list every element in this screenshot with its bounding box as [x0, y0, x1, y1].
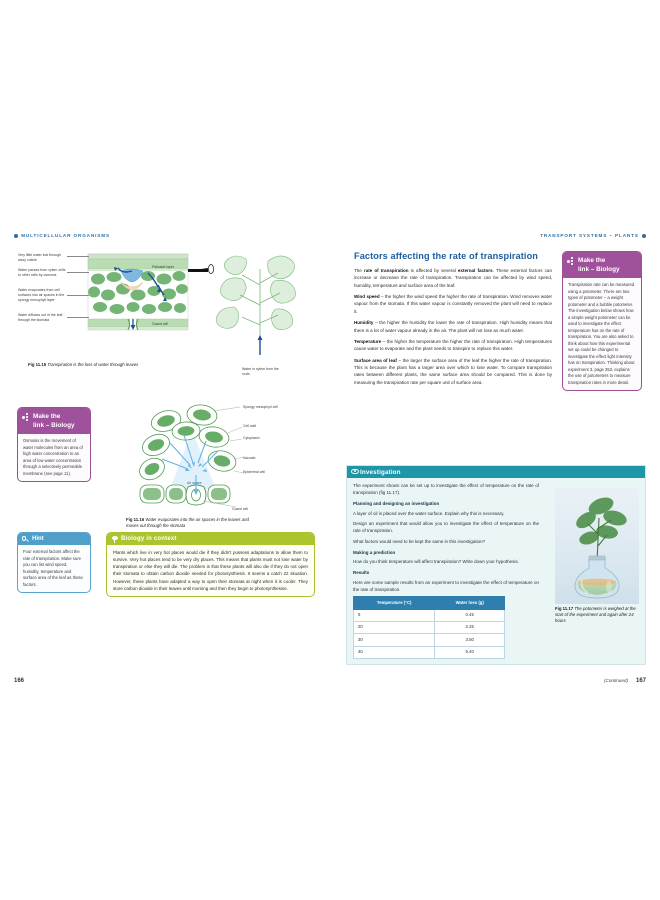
- make-the-link-header-right: [563, 252, 641, 278]
- running-head-right: [540, 233, 646, 238]
- figure-11-15-caption-text: Transpiration is the loss of water through leaves: [47, 362, 139, 367]
- fig-11-15-label-2: Water passes from xylem cells to other cells by osmosis: [18, 268, 66, 277]
- hint-header: [18, 533, 90, 545]
- fig-11-15-label-3: Water evaporates from cell surfaces into air spaces in the spongy mesophyll layer: [18, 288, 65, 302]
- fig-11-15-leader-2: [67, 272, 89, 273]
- investigation-question-3: What factors would need to be kept the same in this investigation?: [353, 538, 486, 544]
- paragraph-surface-area-text: – the larger the surface area of the leaf the higher the rate of transpiration. This is because the plant has a larger area over which to lose water. To compare transpiration rates between different plants, the same surface area should be compared. This is done by measuring the transpiration rate per square unit of surface area.: [354, 357, 552, 385]
- results-cell-loss-4: 5.40: [435, 646, 505, 658]
- fig-11-16-label-air-space: Air space: [187, 481, 202, 485]
- running-head-bullet-icon-right: [642, 234, 646, 238]
- investigation-question-1: A layer of oil is placed over the water surface. Explain why this is necessary.: [353, 510, 505, 516]
- fig-11-15-label-4: Water diffuses out of the leaf, through the stomata: [18, 313, 64, 322]
- folio-right: 167: [635, 678, 646, 684]
- paragraph-wind-speed-text: – the higher the wind speed the higher the rate of transpiration. Wind removes water vapour from the stomata. If this water vapour is constantly removed the plant will need to replace it.: [354, 294, 552, 314]
- hint-body: Four external factors affect the rate of transpiration. Make sure you can list wind speed, humidity, temperature and surface area of the leaf as these factors.: [23, 549, 83, 587]
- main-body-text: [354, 267, 552, 390]
- make-the-link-header-left: [18, 408, 90, 434]
- biology-in-context-header: [107, 533, 314, 545]
- table-row: [354, 622, 505, 634]
- figure-11-17-caption-label: Fig 11.17: [555, 606, 574, 611]
- make-the-link-box-right: [562, 251, 642, 391]
- make-the-link-title-line1: Make the: [33, 413, 61, 420]
- mesophyll-cells-diagram: [136, 401, 248, 513]
- paragraph-humidity-lead: Humidity: [354, 320, 374, 326]
- folio-left: 166: [14, 678, 25, 684]
- investigation-header: [347, 466, 645, 478]
- biology-in-context-box: [106, 532, 315, 597]
- investigation-question-2: Design an experiment that would allow you to investigate the effect of temperature on the rate of transpiration.: [353, 521, 539, 534]
- figure-11-16-caption-text: Water evaporates into the air spaces in the leaves and moves out through the stomata: [126, 517, 249, 529]
- potometer-photograph: [555, 488, 639, 604]
- table-row: [354, 634, 505, 646]
- make-the-link-box-left: [17, 407, 91, 482]
- running-head-left: [14, 233, 110, 238]
- results-cell-loss-2: 2.25: [435, 622, 505, 634]
- results-table: [353, 596, 505, 659]
- left-page: [0, 225, 330, 690]
- results-cell-temp-2: 20: [354, 622, 435, 634]
- investigation-panel: [346, 465, 646, 665]
- investigation-title: Investigation: [360, 468, 401, 476]
- magnifier-icon: [22, 536, 29, 543]
- biology-in-context-body: Plants which live in very hot places would die if they didn't possess adaptations to allow them to survive. Very hot places tend to be very dry places. This means that plants must not lose water by transpiration or else they will die. The problem is that these plants will also die if they do not open their stomata to obtain carbon dioxide needed for photosynthesis. It seems a catch 22 situation. However, these plants have adapted a way to open their stomata at night when it is cooler. They store carbon dioxide in their leaves until morning and then they begin to photosynthesise.: [113, 550, 308, 591]
- right-page: [330, 225, 660, 690]
- results-cell-temp-4: 40: [354, 646, 435, 658]
- paragraph-temperature: [354, 338, 552, 353]
- paragraph-surface-area-lead: Surface area of leaf: [354, 357, 397, 363]
- eye-icon: [351, 469, 359, 474]
- running-head-left-label: MULTICELLULAR ORGANISMS: [21, 233, 110, 238]
- make-the-link-title-line2: link – Biology: [33, 422, 75, 430]
- results-cell-temp-3: 30: [354, 634, 435, 646]
- biology-in-context-tab: [106, 547, 107, 573]
- results-table-header-water-loss: Water loss (g): [435, 597, 505, 610]
- investigation-body: [347, 478, 545, 663]
- investigation-subheading-results: Results: [353, 569, 370, 575]
- figure-11-17-caption: [555, 606, 639, 625]
- results-table-header-temperature: Temperature (°C): [354, 597, 435, 610]
- figure-11-17-caption-text: The potometer is weighed at the start of the experiment and again after 24 hours: [555, 606, 636, 624]
- fig-11-15-label-palisade: Palisade layer: [152, 265, 174, 269]
- table-row: [354, 609, 505, 621]
- make-the-link-title-right-line2: link – Biology: [578, 266, 620, 274]
- plant-illustration: [212, 251, 308, 359]
- paragraph-temperature-lead: Temperature: [354, 338, 382, 344]
- fig-11-16-label-cytoplasm: Cytoplasm: [243, 436, 260, 440]
- term-external-factors: external factors: [457, 268, 493, 273]
- fig-11-16-label-guard-cell: Guard cell: [232, 507, 248, 511]
- paragraph-wind-speed-lead: Wind speed: [354, 294, 380, 300]
- page-title: Factors affecting the rate of transpiration: [354, 251, 538, 261]
- investigation-intro: The experiment shown can be set up to investigate the effect of temperature on the rate of transpiration (fig 11.17).: [353, 483, 539, 496]
- biology-in-context-title: Biology in context: [121, 536, 177, 542]
- paragraph-intro: The rate of transpiration is affected by several external factors. These external factors can increase or decrease the rate of transpiration. Transpiration can be affected by wind speed, humidity, temperature and surface area of the leaf.: [354, 268, 552, 288]
- figure-11-16-caption: [126, 517, 250, 529]
- fig-11-15-label-guard-cell: Guard cell: [152, 322, 168, 326]
- results-cell-temp-1: 5: [354, 609, 435, 621]
- paragraph-temperature-text: – the higher the temperature the higher the rate of transpiration. High temperatures cause water to evaporate and the plant needs to transpire to replace this water.: [354, 338, 552, 352]
- results-cell-loss-3: 3.50: [435, 634, 505, 646]
- fig-11-15-label-1: Very little water lost through waxy cuticle: [18, 253, 61, 262]
- investigation-results-intro: Here are some sample results from an experiment to investigate the effect of temperature on the rate of transpiration.: [353, 579, 539, 592]
- make-the-link-icon: [22, 413, 29, 420]
- figure-11-15-caption: [28, 362, 228, 368]
- paragraph-wind-speed: [354, 293, 552, 315]
- hint-box: [17, 532, 91, 593]
- results-cell-loss-1: 0.45: [435, 609, 505, 621]
- make-the-link-body-left: Osmosis is the movement of water molecules from an area of high water concentration to an area of low water concentration through a selectively permeable membrane (see page 11).: [23, 438, 83, 476]
- continued-note: (Continued): [603, 678, 628, 683]
- make-the-link-body-right: Transpiration rate can be measured using a potometer. There are two types of potometer – a weight potometer and a bubble potometer. The investigation below shows how a simple weight potometer can be used to investigate the effect temperature has on the rate of transpiration. You are also asked to think about how this experimental set up could be changed to investigate the effect light intensity has on transpiration. Thinking about experiment 3, page 353, explains the use of potometers to measure transpiration rates in more detail.: [568, 282, 635, 385]
- paragraph-humidity: [354, 319, 552, 334]
- hint-title: Hint: [32, 536, 44, 542]
- investigation-subheading-prediction: Making a prediction: [353, 549, 396, 555]
- fig-11-16-label-spongy: Spongy mesophyll cell: [243, 405, 278, 409]
- make-the-link-title-right-line1: Make the: [578, 257, 606, 264]
- paragraph-humidity-text: – the higher the humidity the lower the rate of transpiration. High humidity means that there is a lot of water vapour already in the air. The plant will not lose as much water.: [354, 320, 552, 333]
- fig-11-15-leader-1: [67, 256, 89, 257]
- term-rate-of-transpiration: rate of transpiration: [363, 268, 409, 273]
- running-head-right-label: TRANSPORT SYSTEMS – PLANTS: [540, 233, 639, 238]
- book-spread: [0, 225, 660, 690]
- fig-11-15-leader-4: [67, 317, 89, 318]
- running-head-bullet-icon: [14, 234, 18, 238]
- fig-11-15-label-xylem: Water in xylem from the roots: [242, 367, 279, 376]
- tree-icon: [111, 536, 119, 544]
- results-table-header-row: [354, 597, 505, 610]
- fig-11-15-leader-3: [67, 295, 89, 296]
- make-the-link-icon-right: [567, 257, 574, 264]
- paragraph-surface-area: [354, 357, 552, 386]
- investigation-question-4: How do you think temperature will affect transpiration? Write down your hypothesis.: [353, 559, 519, 565]
- figure-11-15-caption-label: Fig 11.15: [28, 362, 47, 367]
- fig-11-16-label-vacuole: Vacuole: [243, 456, 256, 460]
- figure-11-16-caption-label: Fig 11.16: [126, 517, 145, 522]
- investigation-subheading-planning: Planning and designing an investigation: [353, 500, 440, 506]
- table-row: [354, 646, 505, 658]
- fig-11-16-label-epidermal: Epidermal cell: [243, 470, 265, 474]
- fig-11-16-label-cell-wall: Cell wall: [243, 424, 257, 428]
